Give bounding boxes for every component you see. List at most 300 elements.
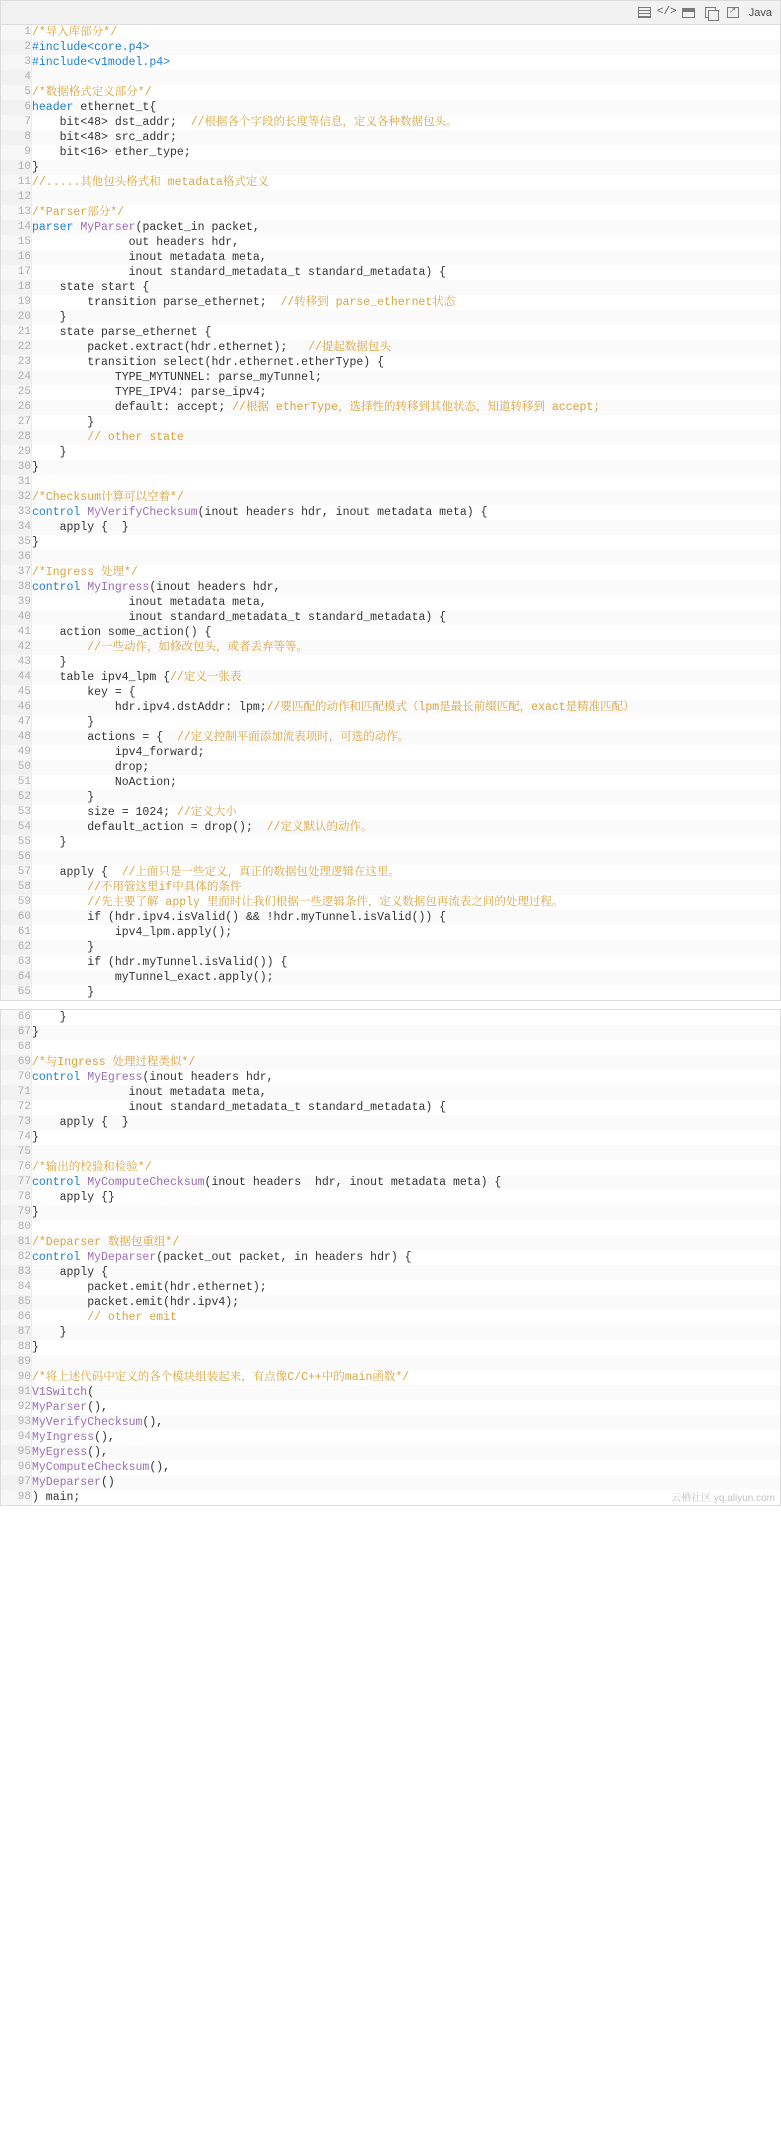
code-line (1, 490, 780, 505)
line-number: 78 (1, 1190, 32, 1205)
code-text[interactable]: // other state (32, 430, 781, 445)
code-line (1, 70, 780, 85)
code-text[interactable]: inout metadata meta, (32, 1085, 781, 1100)
line-number: 55 (1, 835, 32, 850)
code-text[interactable]: state start { (32, 280, 781, 295)
code-text[interactable]: } (32, 416, 95, 429)
line-number: 48 (1, 730, 32, 745)
code-text[interactable]: default: accept; //根据 etherType，选择性的转移到其他状态，知道转移到 accept; (32, 400, 781, 415)
line-number: 7 (1, 115, 32, 130)
code-line (1, 895, 780, 910)
code-text[interactable]: MyIngress(), (32, 1431, 115, 1444)
code-line (1, 850, 780, 865)
code-line (1, 595, 780, 610)
code-text[interactable]: inout metadata meta, (32, 596, 267, 609)
code-line (1, 730, 780, 745)
code-text[interactable]: MyVerifyChecksum(), (32, 1415, 781, 1430)
line-number: 33 (1, 505, 32, 520)
code-line (1, 1280, 780, 1295)
line-number: 35 (1, 535, 32, 550)
line-number: 28 (1, 430, 32, 445)
code-text[interactable]: } (32, 1325, 781, 1340)
line-number: 69 (1, 1055, 32, 1070)
code-text[interactable]: } (32, 986, 95, 999)
code-text[interactable] (32, 1040, 781, 1055)
line-number: 42 (1, 640, 32, 655)
code-line (1, 1220, 780, 1235)
code-text[interactable]: } (32, 446, 67, 459)
code-line (1, 1085, 780, 1100)
code-text[interactable]: control MyVerifyChecksum(inout headers hdr, inout metadata meta) { (32, 506, 488, 519)
line-number: 91 (1, 1385, 32, 1400)
code-text[interactable]: size = 1024; //定义大小 (32, 806, 237, 819)
line-number: 65 (1, 985, 32, 1000)
code-line (1, 160, 780, 175)
code-text[interactable]: apply { //上面只是一些定义，真正的数据包处理逻辑在这里。 (32, 866, 401, 879)
code-line (1, 100, 780, 115)
code-text[interactable]: NoAction; (32, 776, 177, 789)
code-text[interactable]: control MyComputeChecksum(inout headers hdr, inout metadata meta) { (32, 1175, 781, 1190)
code-line (1, 1055, 780, 1070)
code-text[interactable]: action some_action() { (32, 626, 212, 639)
code-line (1, 85, 780, 100)
code-text[interactable]: bit<48> src_addr; (32, 130, 781, 145)
code-text[interactable]: } (32, 790, 781, 805)
line-number: 25 (1, 385, 32, 400)
code-text[interactable]: apply { } (32, 1115, 781, 1130)
code-text[interactable]: MyComputeChecksum(), (32, 1461, 171, 1474)
line-number: 23 (1, 355, 32, 370)
code-line (1, 1310, 780, 1325)
code-text[interactable]: inout standard_metadata_t standard_metadata) { (32, 1101, 447, 1114)
code-text[interactable]: actions = { //定义控制平面添加流表项时，可选的动作。 (32, 730, 781, 745)
code-line (1, 610, 780, 625)
line-number: 3 (1, 55, 32, 70)
line-number: 12 (1, 190, 32, 205)
line-number: 79 (1, 1205, 32, 1220)
line-number: 98 (1, 1490, 32, 1505)
code-text[interactable]: transition select(hdr.ethernet.etherType) { (32, 356, 384, 369)
code-line (1, 1460, 780, 1475)
code-text[interactable]: myTunnel_exact.apply(); (32, 970, 781, 985)
code-line (1, 580, 780, 595)
code-line (1, 1265, 780, 1280)
code-line (1, 1070, 780, 1085)
code-text[interactable]: MyDeparser() (32, 1475, 781, 1490)
code-line (1, 1205, 780, 1220)
code-line (1, 505, 780, 520)
line-number: 96 (1, 1460, 32, 1475)
code-text[interactable]: inout standard_metadata_t standard_metadata) { (32, 610, 781, 625)
code-line (1, 175, 780, 190)
line-number: 10 (1, 160, 32, 175)
code-line (1, 1190, 780, 1205)
code-text[interactable]: } (32, 656, 67, 669)
code-text[interactable]: transition parse_ethernet; //转移到 parse_ethernet状态 (32, 296, 456, 309)
line-number: 80 (1, 1220, 32, 1235)
code-line (1, 955, 780, 970)
code-text[interactable]: //.....其他包头格式和 metadata格式定义 (32, 176, 269, 189)
line-number: 4 (1, 70, 32, 85)
code-line (1, 1355, 780, 1370)
line-number: 70 (1, 1070, 32, 1085)
code-text[interactable]: } (32, 1205, 781, 1220)
code-text[interactable]: apply { } (32, 520, 781, 535)
line-number: 88 (1, 1340, 32, 1355)
line-number: 73 (1, 1115, 32, 1130)
code-line (1, 670, 780, 685)
code-text[interactable]: } (32, 460, 781, 475)
watermark: 云栖社区 yq.aliyun.com (671, 1493, 775, 1504)
code-line (1, 1010, 780, 1025)
code-line (1, 925, 780, 940)
line-number: 1 (1, 25, 32, 40)
code-line (1, 685, 780, 700)
code-line (1, 370, 780, 385)
code-line (1, 835, 780, 850)
code-line (1, 715, 780, 730)
line-number: 47 (1, 715, 32, 730)
code-line (1, 1235, 780, 1250)
code-line (1, 445, 780, 460)
code-text[interactable]: control MyEgress(inout headers hdr, (32, 1071, 274, 1084)
code-text[interactable]: } (32, 1025, 781, 1040)
code-text[interactable]: TYPE_MYTUNNEL: parse_myTunnel; (32, 370, 781, 385)
line-number: 21 (1, 325, 32, 340)
line-number: 36 (1, 550, 32, 565)
code-text[interactable]: inout metadata meta, (32, 250, 781, 265)
code-text[interactable]: /*Checksum计算可以空着*/ (32, 490, 781, 505)
line-number: 13 (1, 205, 32, 220)
code-line (1, 25, 780, 40)
code-line (1, 1040, 780, 1055)
line-number: 19 (1, 295, 32, 310)
line-number: 62 (1, 940, 32, 955)
line-number: 29 (1, 445, 32, 460)
line-number: 72 (1, 1100, 32, 1115)
code-line (1, 1250, 780, 1265)
code-line (1, 1370, 780, 1385)
code-text[interactable]: /*数据格式定义部分*/ (32, 86, 152, 99)
code-line (1, 700, 780, 715)
code-text[interactable]: bit<16> ether_type; (32, 146, 191, 159)
line-number: 54 (1, 820, 32, 835)
code-text[interactable]: #include<v1model.p4> (32, 56, 171, 69)
code-text[interactable]: ipv4_lpm.apply(); (32, 926, 233, 939)
code-line (1, 1295, 780, 1310)
line-number: 34 (1, 520, 32, 535)
code-text[interactable]: } (32, 716, 95, 729)
code-text[interactable]: packet.extract(hdr.ethernet); //提起数据包头 (32, 340, 781, 355)
code-text[interactable]: table ipv4_lpm {//定义一张表 (32, 670, 781, 685)
code-text[interactable]: control MyIngress(inout headers hdr, (32, 580, 781, 595)
code-line (1, 1100, 780, 1115)
code-text[interactable] (32, 190, 781, 205)
code-line (1, 40, 780, 55)
line-number: 27 (1, 415, 32, 430)
code-line (1, 190, 780, 205)
code-text[interactable] (32, 70, 781, 85)
code-line (1, 1415, 780, 1430)
code-line (1, 1385, 780, 1400)
code-text[interactable]: MyParser(), (32, 1401, 108, 1414)
code-block-top (0, 24, 781, 1001)
code-line (1, 1325, 780, 1340)
code-line (1, 325, 780, 340)
code-text[interactable]: default_action = drop(); //定义默认的动作。 (32, 820, 781, 835)
line-number: 59 (1, 895, 32, 910)
code-line (1, 1340, 780, 1355)
line-number: 87 (1, 1325, 32, 1340)
line-number: 82 (1, 1250, 32, 1265)
line-number: 45 (1, 685, 32, 700)
code-text[interactable]: //一些动作，如修改包头，或者丢弃等等。 (32, 640, 781, 655)
line-number: 84 (1, 1280, 32, 1295)
code-icon[interactable]: </> (656, 6, 677, 18)
code-line (1, 865, 780, 880)
code-text[interactable]: out headers hdr, (32, 236, 240, 249)
code-text[interactable]: header ethernet_t{ (32, 100, 781, 115)
code-text[interactable] (32, 550, 781, 565)
line-number: 40 (1, 610, 32, 625)
code-line (1, 340, 780, 355)
line-number: 95 (1, 1445, 32, 1460)
line-number: 66 (1, 1010, 32, 1025)
code-line (1, 520, 780, 535)
line-number: 49 (1, 745, 32, 760)
code-line (1, 1430, 780, 1445)
code-line (1, 775, 780, 790)
code-text[interactable]: } (32, 836, 67, 849)
line-number: 26 (1, 400, 32, 415)
line-number: 8 (1, 130, 32, 145)
window-icon[interactable] (681, 5, 697, 21)
line-number: 20 (1, 310, 32, 325)
line-number: 41 (1, 625, 32, 640)
line-number: 94 (1, 1430, 32, 1445)
line-number: 89 (1, 1355, 32, 1370)
code-line (1, 145, 780, 160)
code-text[interactable]: } (32, 310, 781, 325)
line-number: 30 (1, 460, 32, 475)
code-text[interactable]: /*将上述代码中定义的各个模块组装起来，有点像C/C++中的main函数*/ (32, 1371, 410, 1384)
code-line (1, 1145, 780, 1160)
line-number: 67 (1, 1025, 32, 1040)
code-text[interactable]: packet.emit(hdr.ethernet); (32, 1281, 267, 1294)
code-line (1, 280, 780, 295)
line-number: 44 (1, 670, 32, 685)
code-line (1, 265, 780, 280)
line-number: 22 (1, 340, 32, 355)
code-text[interactable]: state parse_ethernet { (32, 326, 212, 339)
code-text[interactable]: // other emit (32, 1311, 177, 1324)
code-text[interactable]: parser MyParser(packet_in packet, (32, 220, 781, 235)
code-line (1, 235, 780, 250)
code-line (1, 55, 780, 70)
code-text[interactable]: ) main; (32, 1491, 81, 1504)
code-text[interactable]: control MyDeparser(packet_out packet, in headers hdr) { (32, 1251, 412, 1264)
line-number: 81 (1, 1235, 32, 1250)
lines-icon[interactable] (637, 5, 653, 21)
code-text[interactable]: } (32, 1011, 67, 1024)
code-text[interactable]: /*与Ingress 处理过程类似*/ (32, 1055, 781, 1070)
code-line (1, 1490, 780, 1505)
code-text[interactable]: /*Parser部分*/ (32, 206, 125, 219)
code-text[interactable]: drop; (32, 760, 781, 775)
code-text[interactable] (32, 850, 781, 865)
line-number: 63 (1, 955, 32, 970)
line-number: 9 (1, 145, 32, 160)
code-text[interactable]: } (32, 160, 781, 175)
code-text[interactable]: bit<48> dst_addr; //根据各个字段的长度等信息，定义各种数据包头。 (32, 116, 458, 129)
code-line (1, 250, 780, 265)
code-line (1, 400, 780, 415)
line-number: 39 (1, 595, 32, 610)
code-toolbar (0, 0, 781, 24)
code-text[interactable]: apply { (32, 1265, 781, 1280)
code-line (1, 565, 780, 580)
code-text[interactable]: packet.emit(hdr.ipv4); (32, 1295, 781, 1310)
line-number: 71 (1, 1085, 32, 1100)
code-text[interactable]: } (32, 536, 39, 549)
code-text[interactable]: #include<core.p4> (32, 40, 781, 55)
code-text[interactable]: //先主要了解 apply 里面时让我们根据一些逻辑条件，定义数据包再流表之间的处理过程。 (87, 896, 564, 909)
line-number: 31 (1, 475, 32, 490)
line-number: 11 (1, 175, 32, 190)
line-number: 77 (1, 1175, 32, 1190)
code-text[interactable]: V1Switch( (32, 1385, 781, 1400)
line-number: 56 (1, 850, 32, 865)
line-number: 38 (1, 580, 32, 595)
code-text[interactable] (32, 475, 781, 490)
code-text[interactable] (32, 1145, 781, 1160)
code-line (1, 415, 780, 430)
code-line (1, 790, 780, 805)
code-line (1, 655, 780, 670)
line-number: 17 (1, 265, 32, 280)
line-number: 18 (1, 280, 32, 295)
line-number: 5 (1, 85, 32, 100)
code-line (1, 1175, 780, 1190)
line-number: 32 (1, 490, 32, 505)
line-number: 46 (1, 700, 32, 715)
code-line (1, 1130, 780, 1145)
code-line (1, 820, 780, 835)
line-number: 24 (1, 370, 32, 385)
line-number: 15 (1, 235, 32, 250)
code-text[interactable]: if (hdr.myTunnel.isValid()) { (32, 956, 288, 969)
line-number: 53 (1, 805, 32, 820)
code-line (1, 985, 780, 1000)
external-link-icon[interactable] (725, 5, 741, 21)
code-text[interactable]: TYPE_IPV4: parse_ipv4; (32, 386, 267, 399)
code-line (1, 430, 780, 445)
code-line (1, 385, 780, 400)
code-line (1, 745, 780, 760)
line-number: 83 (1, 1265, 32, 1280)
line-number: 68 (1, 1040, 32, 1055)
code-text[interactable]: ipv4_forward; (32, 746, 205, 759)
line-number: 2 (1, 40, 32, 55)
line-number: 74 (1, 1130, 32, 1145)
line-number: 57 (1, 865, 32, 880)
code-text[interactable]: inout standard_metadata_t standard_metadata) { (32, 266, 447, 279)
line-number: 86 (1, 1310, 32, 1325)
code-line (1, 910, 780, 925)
code-text[interactable] (32, 1355, 781, 1370)
language-label: Java (748, 6, 772, 19)
line-number: 92 (1, 1400, 32, 1415)
code-line (1, 1475, 780, 1490)
line-number: 97 (1, 1475, 32, 1490)
line-number: 58 (1, 880, 32, 895)
code-text[interactable]: /*导入库部分*/ (32, 26, 118, 39)
line-number: 76 (1, 1160, 32, 1175)
code-line (1, 940, 780, 955)
code-line (1, 970, 780, 985)
code-line (1, 640, 780, 655)
line-number: 52 (1, 790, 32, 805)
code-text[interactable]: /*Ingress 处理*/ (32, 566, 138, 579)
code-line (1, 295, 780, 310)
code-text[interactable]: } (32, 940, 781, 955)
code-text[interactable]: MyEgress(), (32, 1445, 781, 1460)
code-text[interactable]: hdr.ipv4.dstAddr: lpm;//要匹配的动作和匹配模式（lpm是最长前缀匹配，exact是精准匹配） (32, 700, 781, 715)
code-line (1, 205, 780, 220)
code-line (1, 760, 780, 775)
code-line (1, 460, 780, 475)
line-number: 90 (1, 1370, 32, 1385)
line-number: 75 (1, 1145, 32, 1160)
line-number: 93 (1, 1415, 32, 1430)
line-number: 6 (1, 100, 32, 115)
code-line (1, 1025, 780, 1040)
line-number: 43 (1, 655, 32, 670)
code-line (1, 805, 780, 820)
line-number: 51 (1, 775, 32, 790)
code-text[interactable]: key = { (32, 686, 136, 699)
code-line (1, 880, 780, 895)
code-line (1, 625, 780, 640)
code-line (1, 535, 780, 550)
code-text[interactable]: /*输出的校验和检验*/ (32, 1161, 152, 1174)
code-line (1, 220, 780, 235)
code-text[interactable]: /*Deparser 数据包重组*/ (32, 1235, 781, 1250)
code-line (1, 1160, 780, 1175)
line-number: 16 (1, 250, 32, 265)
code-line (1, 550, 780, 565)
code-line (1, 475, 780, 490)
code-line (1, 355, 780, 370)
line-number: 37 (1, 565, 32, 580)
block-separator (0, 1001, 781, 1009)
line-number: 64 (1, 970, 32, 985)
code-line (1, 1445, 780, 1460)
code-line (1, 1115, 780, 1130)
code-text[interactable]: } (32, 1341, 39, 1354)
line-number: 61 (1, 925, 32, 940)
code-line (1, 115, 780, 130)
code-line (1, 130, 780, 145)
code-text[interactable]: } (32, 1131, 39, 1144)
code-block-bottom (0, 1009, 781, 1506)
code-text[interactable]: if (hdr.ipv4.isValid() && !hdr.myTunnel.isValid()) { (32, 910, 781, 925)
code-line (1, 1400, 780, 1415)
code-text[interactable] (32, 1220, 781, 1235)
copy-icon[interactable] (703, 5, 719, 21)
code-text[interactable]: //不用管这里if中具体的条件 (32, 880, 781, 895)
code-text[interactable]: apply {} (32, 1191, 115, 1204)
